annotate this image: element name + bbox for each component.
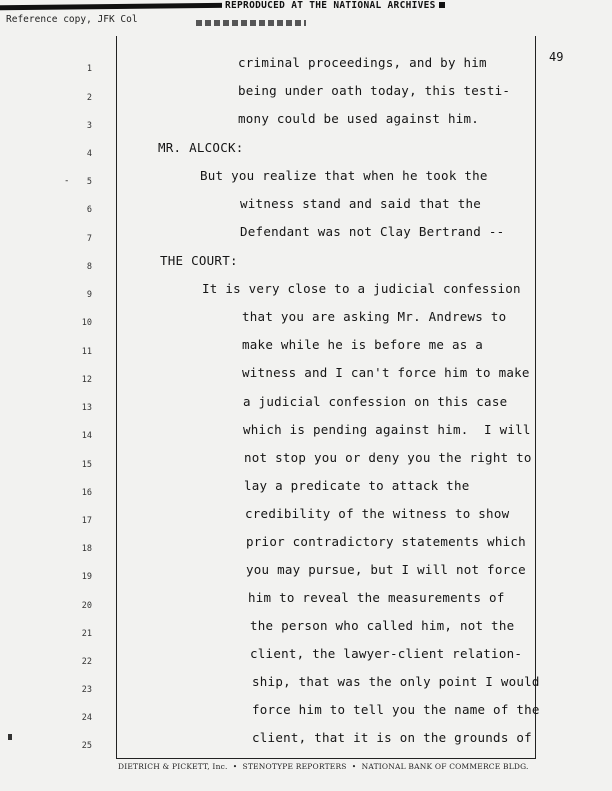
line-number: 23: [81, 685, 92, 695]
transcript-line: force him to tell you the name of the: [252, 702, 540, 717]
line-number: 19: [81, 572, 92, 582]
line-number: 15: [81, 460, 92, 470]
transcript-line: you may pursue, but I will not force: [246, 562, 526, 577]
line-number: 2: [86, 93, 92, 103]
page-number: 49: [549, 50, 564, 64]
line-number: 21: [81, 629, 92, 639]
transcript-line: witness stand and said that the: [240, 196, 482, 211]
line-number: 14: [81, 431, 92, 441]
transcript-line: being under oath today, this testi-: [238, 83, 511, 98]
redaction-scratch: [196, 20, 306, 26]
transcript-line: the person who called him, not the: [250, 618, 515, 633]
margin-mark: [8, 734, 12, 740]
transcript-line: client, that it is on the grounds of: [252, 730, 532, 745]
transcript-line: witness and I can't force him to make: [242, 365, 530, 380]
archive-header: [0, 0, 612, 30]
transcript-line: mony could be used against him.: [238, 111, 480, 126]
transcript-line: which is pending against him. I will: [243, 422, 531, 437]
speaker-label: THE COURT:: [160, 253, 238, 268]
speaker-label: MR. ALCOCK:: [158, 140, 244, 155]
line-number: 11: [81, 347, 92, 357]
transcript-line: that you are asking Mr. Andrews to: [242, 309, 507, 324]
line-number: 8: [86, 262, 92, 272]
line-number: 7: [86, 234, 92, 244]
transcript-line: credibility of the witness to show: [245, 506, 510, 521]
reference-copy-label: Reference copy, JFK Col: [6, 14, 138, 25]
transcript-line: not stop you or deny you the right to: [244, 450, 532, 465]
transcript-line: a judicial confession on this case: [243, 394, 508, 409]
line-number: 22: [81, 657, 92, 667]
line-number: 16: [81, 488, 92, 498]
archives-stamp: REPRODUCED AT THE NATIONAL ARCHIVES: [222, 0, 439, 11]
stamp-bar: [0, 3, 230, 10]
line-number: 6: [86, 205, 92, 215]
transcript-line: ship, that was the only point I would: [252, 674, 540, 689]
transcript-line: prior contradictory statements which: [246, 534, 526, 549]
transcript-line: lay a predicate to attack the: [244, 478, 470, 493]
transcript-line: him to reveal the measurements of: [248, 590, 505, 605]
line-number: 20: [81, 601, 92, 611]
line-number: 9: [86, 290, 92, 300]
transcript-line: But you realize that when he took the: [200, 168, 488, 183]
reporter-footer: DIETRICH & PICKETT, Inc. • STENOTYPE REPORTERS • NATIONAL BANK OF COMMERCE BLDG.: [118, 762, 529, 771]
transcript-line: It is very close to a judicial confession: [202, 281, 521, 296]
line-number: 25: [81, 741, 92, 751]
transcript-line: make while he is before me as a: [242, 337, 484, 352]
transcript-line: criminal proceedings, and by him: [238, 55, 487, 70]
margin-tick: -: [64, 176, 70, 186]
line-number: 17: [81, 516, 92, 526]
line-number: 13: [81, 403, 92, 413]
line-number: 5: [86, 177, 92, 187]
line-number: 1: [86, 64, 92, 74]
transcript-line: client, the lawyer-client relation-: [250, 646, 523, 661]
line-number: 18: [81, 544, 92, 554]
line-number: 12: [81, 375, 92, 385]
line-number: 4: [86, 149, 92, 159]
transcript-line: Defendant was not Clay Bertrand --: [240, 224, 505, 239]
line-number: 10: [81, 318, 92, 328]
line-number: 3: [86, 121, 92, 131]
line-number: 24: [81, 713, 92, 723]
